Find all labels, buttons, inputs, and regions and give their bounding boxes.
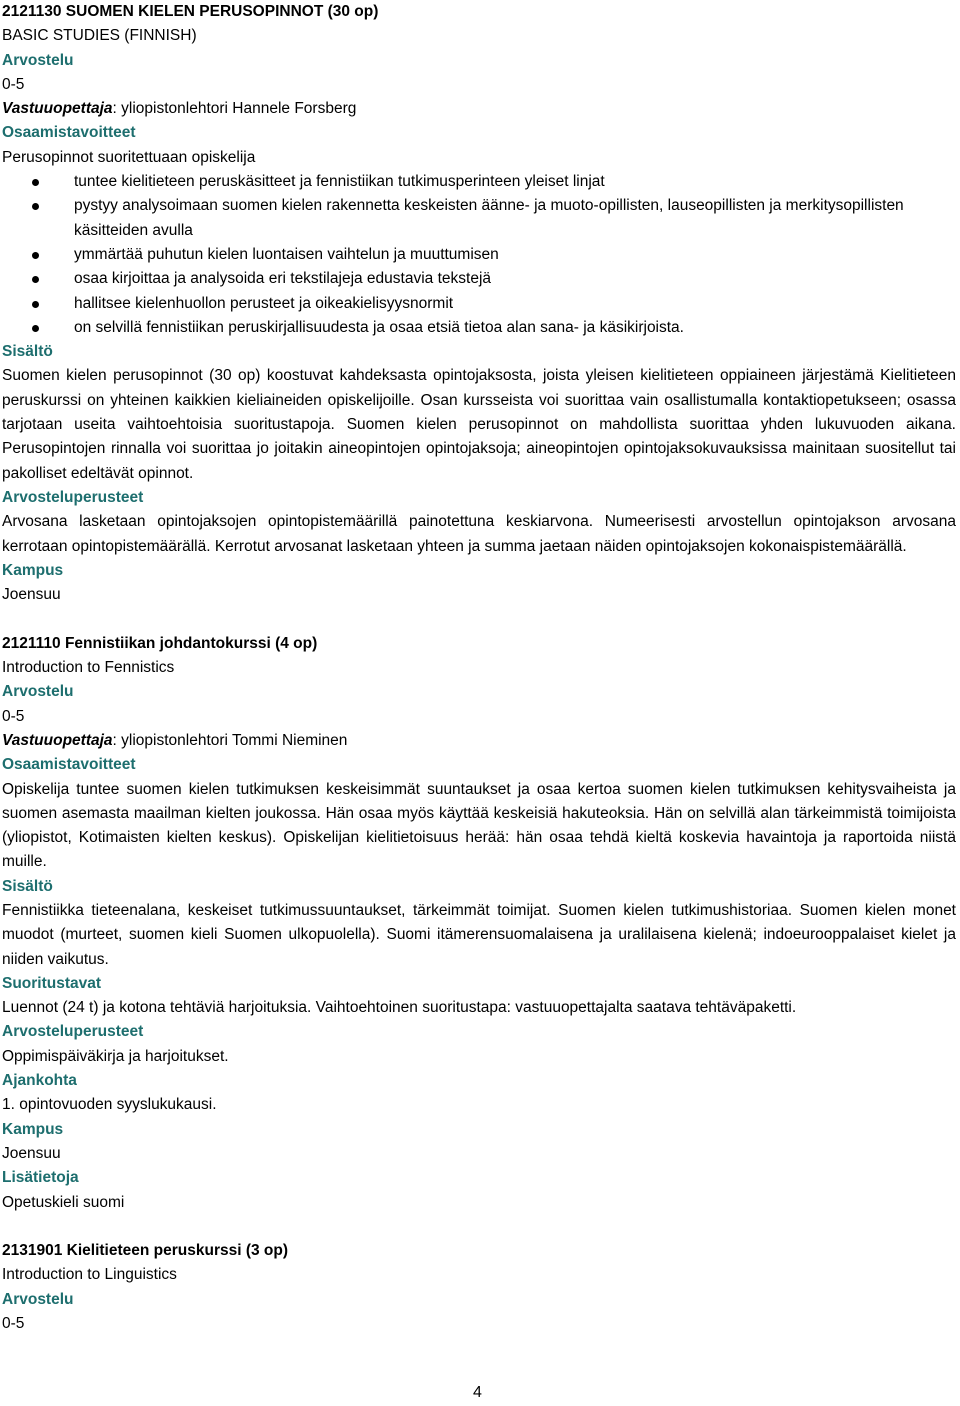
course-subtitle: BASIC STUDIES (FINNISH) <box>2 27 197 45</box>
kampus-heading: Kampus <box>2 1120 64 1138</box>
suoritustavat-heading: Suoritustavat <box>2 974 102 992</box>
osaamistavoitteet-heading: Osaamistavoitteet <box>2 756 136 774</box>
osaamistavoitteet-intro: Perusopinnot suoritettuaan opiskelija <box>2 148 256 166</box>
page-number: 4 <box>473 1384 482 1401</box>
objective-item: hallitsee kielenhuollon perusteet ja oikeakielisyysnormit <box>2 292 944 316</box>
document-page <box>2 0 958 1336</box>
arvostelu-value: 0-5 <box>2 1315 25 1333</box>
bullet-icon <box>32 252 39 259</box>
course-section-basic-studies <box>2 0 958 607</box>
section-spacer <box>2 1215 958 1239</box>
vastuuopettaja-label: Vastuuopettaja <box>2 100 113 118</box>
arvosteluperusteet-heading: Arvosteluperusteet <box>2 488 144 506</box>
section-spacer <box>2 607 958 631</box>
objective-item: tuntee kielitieteen peruskäsitteet ja fennistiikan tutkimusperinteen yleiset linjat <box>2 170 944 194</box>
vastuuopettaja-value: : yliopistonlehtori Hannele Forsberg <box>112 100 357 118</box>
sisalto-text: Suomen kielen perusopinnot (30 op) koostuvat kahdeksasta opintojaksosta, joista yleisen kielitieteen oppiaineen järjestämä Kielitieteen peruskurssi on yhteinen kaikkien kieliaineiden opiskelijoille. Osan kursseista voi suorittaa vain osallistumalla kontaktiopetukseen; osassa tarjotaan useita vaihtoehtoisia suoritustapoja. Suomen kielen perusopinnot on mahdollista suorittaa yhden lukuvuoden aikana. Perusopintojen rinnalla voi suorittaa jo joitakin aineopintojen opintojaksoja; aineopintojen opintojaksokuvauksissa mainitaan suositellut tai pakolliset edeltävät opinnot. <box>2 367 956 482</box>
course-title: 2121130 SUOMEN KIELEN PERUSOPINNOT (30 op) <box>2 3 379 20</box>
bullet-icon <box>32 301 39 308</box>
arvosteluperusteet-text: Oppimispäiväkirja ja harjoitukset. <box>2 1047 229 1065</box>
ajankohta-text: 1. opintovuoden syyslukukausi. <box>2 1096 217 1114</box>
kampus-value: Joensuu <box>2 1144 61 1162</box>
arvostelu-heading: Arvostelu <box>2 51 74 69</box>
sisalto-heading: Sisältö <box>2 343 53 361</box>
suoritustavat-text: Luennot (24 t) ja kotona tehtäviä harjoituksia. Vaihtoehtoinen suoritustapa: vastuuopettajalta saatava tehtäväpaketti. <box>2 999 797 1017</box>
course-section-linguistics <box>2 1239 958 1336</box>
vastuuopettaja-label: Vastuuopettaja <box>2 731 113 749</box>
lisatietoja-heading: Lisätietoja <box>2 1169 79 1187</box>
vastuuopettaja-line <box>2 729 958 753</box>
osaamistavoitteet-text: Opiskelija tuntee suomen kielen tutkimuksen keskeisimmät suuntaukset ja osaa kertoa suomen kielen tutkimuksen kehitysvaiheista ja suomen asemasta maailman kielten joukossa. Hän osaa myös käyttää keskeisiä hakuteoksia. Hän on selvillä alan tärkeimmistä toimijoista (yliopistot, Kotimaisten kielten keskus). Opiskelijan kielitietoisuus herää: hän osaa tehdä kieltä koskevia havaintoja ja raportoida niistä muille. <box>2 780 956 871</box>
kampus-value: Joensuu <box>2 586 61 604</box>
kampus-heading: Kampus <box>2 561 64 579</box>
vastuuopettaja-line <box>2 97 958 121</box>
arvosteluperusteet-text: Arvosana lasketaan opintojaksojen opintopistemäärillä painotettuna keskiarvona. Numeerisesti arvostellun opintojakson arvosana kerrotaan opintopistemäärällä. Kerrotut arvosanat lasketaan yhteen ja summa jaetaan näiden opintojaksojen kokonaispistemäärällä. <box>2 513 956 555</box>
bullet-icon <box>32 203 39 210</box>
sisalto-heading: Sisältö <box>2 877 53 895</box>
arvostelu-heading: Arvostelu <box>2 1290 74 1308</box>
arvostelu-heading: Arvostelu <box>2 683 74 701</box>
arvosteluperusteet-heading: Arvosteluperusteet <box>2 1023 144 1041</box>
osaamistavoitteet-heading: Osaamistavoitteet <box>2 124 136 142</box>
bullet-icon <box>32 179 39 186</box>
lisatietoja-text: Opetuskieli suomi <box>2 1193 125 1211</box>
course-title: 2121110 Fennistiikan johdantokurssi (4 op) <box>2 634 318 652</box>
objective-item: pystyy analysoimaan suomen kielen rakennetta keskeisten äänne- ja muoto-opillisten, lauseopillisten ja merkitysopillisten käsitteiden avulla <box>2 194 944 243</box>
vastuuopettaja-value: : yliopistonlehtori Tommi Nieminen <box>112 731 348 749</box>
objective-item: on selvillä fennistiikan peruskirjallisuudesta ja osaa etsiä tietoa alan sana- ja käsikirjoista. <box>2 316 944 340</box>
objectives-list <box>2 170 958 340</box>
course-section-fennistics <box>2 632 958 1215</box>
arvostelu-value: 0-5 <box>2 707 25 725</box>
bullet-icon <box>32 276 39 283</box>
course-subtitle: Introduction to Linguistics <box>2 1266 177 1284</box>
bullet-icon <box>32 325 39 332</box>
course-title: 2131901 Kielitieteen peruskurssi (3 op) <box>2 1242 289 1260</box>
objective-item: ymmärtää puhutun kielen luontaisen vaihtelun ja muuttumisen <box>2 243 944 267</box>
arvostelu-value: 0-5 <box>2 75 25 93</box>
course-subtitle: Introduction to Fennistics <box>2 659 175 677</box>
objective-item: osaa kirjoittaa ja analysoida eri tekstilajeja edustavia tekstejä <box>2 267 944 291</box>
sisalto-text: Fennistiikka tieteenalana, keskeiset tutkimussuuntaukset, tärkeimmät toimijat. Suomen kielen tutkimushistoriaa. Suomen kielen monet muodot (murteet, suomen kieli Suomen ulkopuolella). Suomi itämerensuomalaisena ja uralilaisena kielenä; indoeurooppalaiset kielet ja niiden vaikutus. <box>2 901 956 968</box>
ajankohta-heading: Ajankohta <box>2 1072 77 1090</box>
